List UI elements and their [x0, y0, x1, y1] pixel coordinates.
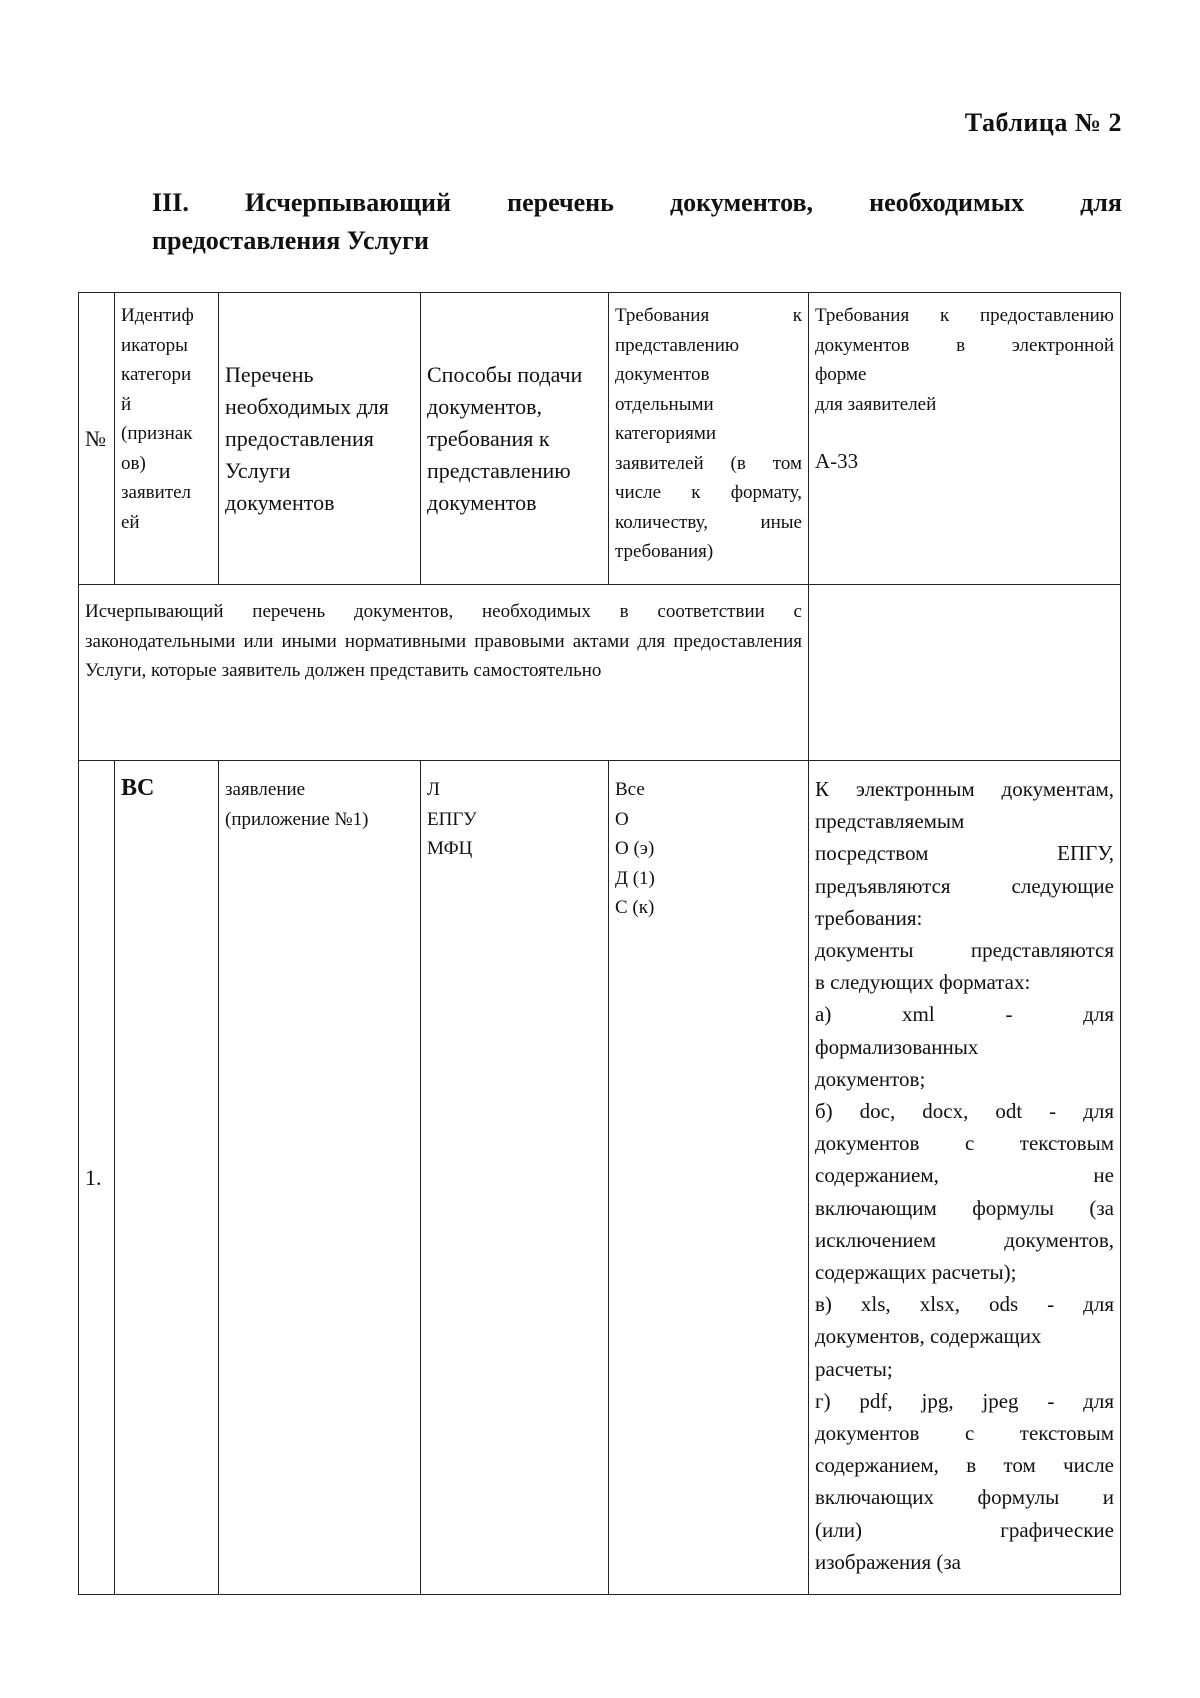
header-identifiers [115, 293, 219, 585]
text-line: необходимых для [225, 393, 389, 419]
text-line: включающим формулы (за [815, 1195, 1114, 1220]
text-line: ов) [121, 452, 146, 474]
text-line: количеству, иные [615, 511, 802, 533]
text-line: форме [815, 364, 867, 385]
text-line: О (э) [615, 838, 655, 859]
text-line: а) xml - для [815, 1002, 1114, 1027]
table-row [79, 761, 1121, 1595]
text-line: ей [121, 511, 140, 533]
row-category [609, 761, 809, 1595]
text-line: документов с текстовым [815, 1421, 1114, 1446]
row-number: 1. [79, 761, 115, 1595]
text-line: й [121, 393, 132, 415]
text-line: икаторы [121, 334, 188, 356]
text-line: предъявляются следующие [815, 873, 1114, 898]
header-category-reqs [609, 293, 809, 585]
text-line: документов с текстовым [815, 1131, 1114, 1156]
documents-table [78, 292, 1121, 1595]
text-line: К электронным документам, [815, 777, 1114, 801]
title-word: необходимых [869, 188, 1025, 217]
header-row [79, 293, 1121, 585]
text-line: представляемым [815, 809, 965, 834]
section-title-line1 [152, 184, 1122, 222]
text-line: МФЦ [427, 838, 473, 859]
section-row-empty [809, 585, 1121, 761]
text-line: документы представляются [815, 938, 1114, 963]
text-line: С (к) [615, 897, 655, 918]
text-line: для заявителей [815, 393, 937, 415]
text-line: Все [615, 779, 645, 800]
text-line: заявление [225, 779, 306, 800]
text-line: предоставления [225, 425, 374, 451]
text-line: заявител [121, 482, 192, 503]
row-methods [421, 761, 609, 1595]
text-line: расчеты; [815, 1356, 893, 1381]
text-line: документов в электронной [815, 334, 1114, 356]
text-line: категори [121, 364, 192, 385]
text-line: содержанием, в том числе [815, 1453, 1114, 1478]
text-line: б) doc, docx, odt - для [815, 1099, 1114, 1124]
text-line: заявителей (в том [615, 452, 802, 474]
text-line: представлению [615, 334, 740, 356]
text-line: содержащих расчеты); [815, 1260, 1017, 1285]
section-title [152, 184, 1122, 260]
title-word: перечень [507, 188, 614, 217]
text-line: требования: [815, 905, 923, 930]
text-line: г) pdf, jpg, jpeg - для [815, 1388, 1114, 1413]
text-line: содержанием, не [815, 1163, 1114, 1188]
text-line: изображения (за [815, 1549, 961, 1574]
row-electronic [809, 761, 1121, 1595]
table-number-label: Таблица № 2 [964, 108, 1122, 137]
text-line: в следующих форматах: [815, 970, 1031, 995]
text-line: Д (1) [615, 867, 655, 889]
text-line: числе к формату, [615, 482, 802, 503]
electronic-reqs-text [815, 301, 1114, 419]
row-code: ВС [121, 775, 155, 801]
text-line: документов, содержащих [815, 1324, 1042, 1349]
section-title-line2: предоставления Услуги [152, 226, 429, 255]
row-doc [219, 761, 421, 1595]
header-submission [421, 293, 609, 585]
text-line: документов, [427, 393, 542, 419]
text-line: (признак [121, 423, 193, 444]
header-num: № [79, 293, 115, 585]
electronic-code: А-33 [815, 449, 859, 473]
text-line: (или) графические [815, 1517, 1114, 1542]
text-line: Перечень [225, 361, 314, 387]
title-word: документов, [670, 188, 813, 217]
header-doc-list [219, 293, 421, 585]
text-line: Способы подачи [427, 361, 583, 387]
text-line: требования) [615, 541, 714, 562]
text-line: включающих формулы и [815, 1485, 1114, 1510]
text-line: документов [225, 489, 335, 515]
text-line: посредством ЕПГУ, [815, 841, 1114, 866]
text-line: О [615, 808, 629, 830]
title-word: для [1080, 188, 1122, 217]
text-line: формализованных [815, 1034, 979, 1059]
text-line: категориями [615, 423, 717, 444]
text-line: Требования к [615, 305, 802, 326]
text-line: требования к [427, 425, 550, 451]
text-line: ЕПГУ [427, 808, 477, 830]
text-line: Идентиф [121, 305, 194, 326]
section-row [79, 585, 1121, 761]
text-line: документов [615, 364, 710, 385]
header-electronic-reqs [809, 293, 1121, 585]
text-line: документов; [815, 1066, 926, 1091]
text-line: Л [427, 779, 440, 800]
text-line: документов [427, 489, 537, 515]
text-line: исключением документов, [815, 1227, 1114, 1252]
text-line: отдельными [615, 393, 714, 415]
title-word: III. [152, 188, 189, 217]
text-line: (приложение №1) [225, 808, 369, 830]
title-word: Исчерпывающий [244, 188, 451, 217]
text-line: в) xls, xlsx, ods - для [815, 1292, 1114, 1317]
text-line: Требования к предоставлению [815, 305, 1114, 326]
section-row-text: Исчерпывающий перечень документов, необходимых в соответствии с законодательными или иными нормативными правовыми актами для предоставления Услуги, которые заявитель должен представить самостоятельно [79, 585, 809, 761]
row-code-cell [115, 761, 219, 1595]
text-line: представлению [427, 457, 571, 483]
text-line: Услуги [225, 457, 291, 483]
